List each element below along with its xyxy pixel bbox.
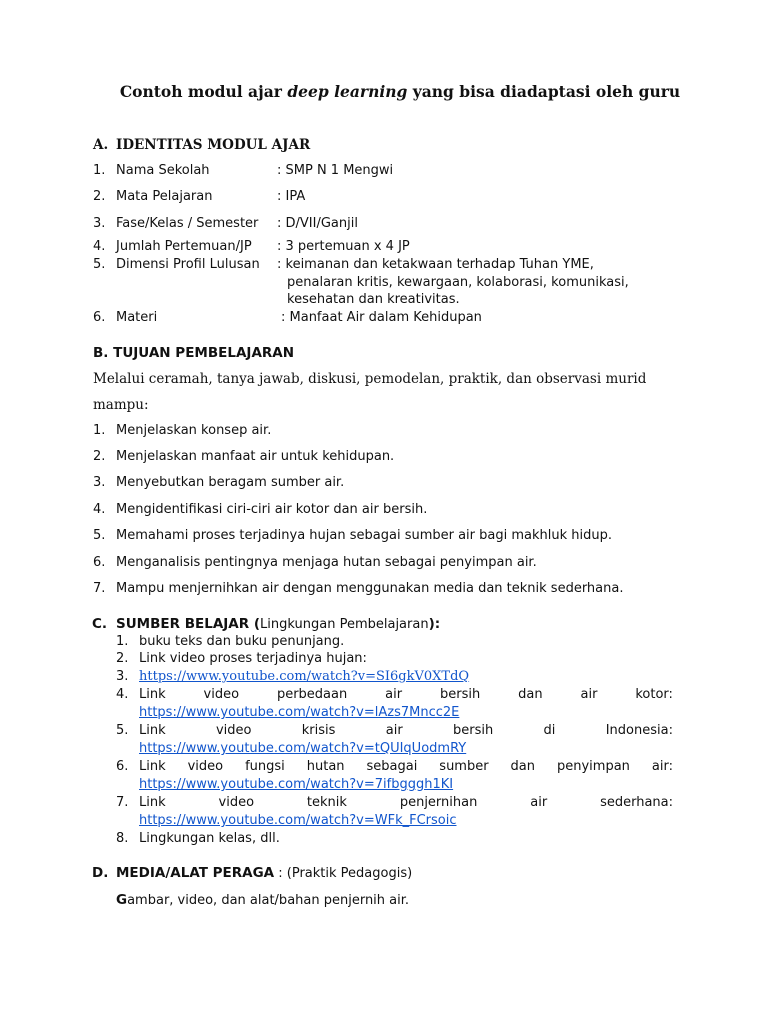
caption-word: dan <box>510 759 536 774</box>
row-value: : keimanan dan ketakwaan terhadap Tuhan YME, <box>277 257 594 272</box>
row-num: 2. <box>93 189 106 204</box>
link-caption <box>139 723 673 738</box>
section-b-heading: B. TUJUAN PEMBELAJARAN <box>93 345 295 361</box>
drop-letter: G <box>116 892 128 908</box>
caption-word: air: <box>651 759 673 774</box>
caption-word: dan <box>518 687 543 702</box>
row-label: Mata Pelajaran <box>116 189 213 204</box>
video-link[interactable]: https://www.youtube.com/watch?v=lAzs7Mncc2E <box>139 705 460 720</box>
list-item: Link video proses terjadinya hujan: <box>139 651 367 666</box>
caption-word: bersih <box>452 723 494 738</box>
row-num: 4. <box>93 239 106 254</box>
section-d-subheading: : (Praktik Pedagogis) <box>274 866 413 881</box>
list-num: 3. <box>116 669 129 684</box>
list-item: Mampu menjernihkan air dengan menggunakan media dan teknik sederhana. <box>116 581 624 596</box>
caption-word: penyimpan <box>556 759 630 774</box>
caption-word: Link <box>139 687 166 702</box>
caption-word: kotor: <box>635 687 673 702</box>
row-label: Materi <box>116 310 158 325</box>
caption-word: bersih <box>439 687 481 702</box>
caption-word: teknik <box>306 795 347 810</box>
list-item: Menjelaskan konsep air. <box>116 423 272 438</box>
intro-text: mampu: <box>93 397 149 413</box>
caption-word: Link <box>139 795 166 810</box>
caption-word: perbedaan <box>276 687 348 702</box>
link-caption <box>139 687 673 702</box>
video-link[interactable]: https://www.youtube.com/watch?v=7ifbgggh1KI <box>139 777 454 792</box>
row-label: Dimensi Profil Lulusan <box>116 257 260 272</box>
row-value: : IPA <box>277 189 306 204</box>
section-c-heading-text: SUMBER BELAJAR ( <box>116 616 261 632</box>
row-num: 6. <box>93 310 106 325</box>
list-num: 7. <box>116 795 129 810</box>
caption-word: sebagai <box>366 759 418 774</box>
caption-word: hutan <box>306 759 345 774</box>
row-value: : D/VII/Ganjil <box>277 216 358 231</box>
caption-word: air <box>385 687 403 702</box>
caption-word: sederhana: <box>600 795 673 810</box>
video-link[interactable]: https://www.youtube.com/watch?v=tQUIqUodmRY <box>139 741 467 756</box>
section-d-letter: D. <box>92 865 109 881</box>
media-text: ambar, video, dan alat/bahan penjernih air. <box>127 893 410 908</box>
document-title <box>0 82 768 101</box>
caption-word: air <box>580 687 598 702</box>
row-num: 1. <box>93 163 106 178</box>
list-item: Menganalisis pentingnya menjaga hutan sebagai penyimpan air. <box>116 555 537 570</box>
link-caption <box>139 795 673 810</box>
title-text: Contoh modul ajar <box>119 82 288 101</box>
caption-word: penjernihan <box>399 795 478 810</box>
caption-word: video <box>203 687 240 702</box>
row-label: Jumlah Pertemuan/JP <box>116 239 252 254</box>
caption-word: video <box>218 795 255 810</box>
link-caption <box>139 759 673 774</box>
section-c-heading <box>116 616 440 632</box>
video-link[interactable]: https://www.youtube.com/watch?v=WFk_FCrsoic <box>139 813 457 828</box>
list-num: 5. <box>93 528 106 543</box>
section-a-heading: IDENTITAS MODUL AJAR <box>116 137 311 153</box>
caption-word: Link <box>139 759 166 774</box>
list-item: Menjelaskan manfaat air untuk kehidupan. <box>116 449 395 464</box>
video-link[interactable]: https://www.youtube.com/watch?v=SI6gkV0XTdQ <box>139 669 470 684</box>
list-item: Memahami proses terjadinya hujan sebagai sumber air bagi makhluk hidup. <box>116 528 612 543</box>
list-num: 3. <box>93 475 106 490</box>
row-value: : SMP N 1 Mengwi <box>277 163 394 178</box>
list-num: 6. <box>116 759 129 774</box>
row-value: : 3 pertemuan x 4 JP <box>277 239 410 254</box>
caption-word: air <box>385 723 403 738</box>
caption-word: di <box>543 723 556 738</box>
row-label: Fase/Kelas / Semester <box>116 216 259 231</box>
row-value: : Manfaat Air dalam Kehidupan <box>281 310 482 325</box>
row-num: 5. <box>93 257 106 272</box>
list-num: 2. <box>93 449 106 464</box>
title-text-end: yang bisa diadaptasi oleh guru <box>407 82 681 101</box>
intro-text: Melalui ceramah, tanya jawab, diskusi, pemodelan, praktik, dan observasi murid <box>93 371 647 387</box>
title-italic: deep learning <box>287 82 408 101</box>
row-value-cont: penalaran kritis, kewargaan, kolaborasi, komunikasi, <box>287 275 629 290</box>
list-item: Menyebutkan beragam sumber air. <box>116 475 345 490</box>
list-num: 5. <box>116 723 129 738</box>
media-description <box>116 892 409 908</box>
caption-word: Indonesia: <box>605 723 673 738</box>
section-d-heading <box>116 865 412 881</box>
section-a-letter: A. <box>93 137 109 153</box>
list-num: 1. <box>93 423 106 438</box>
section-c-close: ): <box>428 616 441 632</box>
section-c-letter: C. <box>92 616 108 632</box>
list-num: 4. <box>93 502 106 517</box>
list-num: 1. <box>116 634 129 649</box>
caption-word: air <box>530 795 548 810</box>
caption-word: krisis <box>301 723 336 738</box>
list-item: buku teks dan buku penunjang. <box>139 634 345 649</box>
caption-word: video <box>187 759 224 774</box>
row-value-cont: kesehatan dan kreativitas. <box>287 292 460 307</box>
caption-word: sumber <box>439 759 489 774</box>
list-num: 2. <box>116 651 129 666</box>
section-c-subheading: Lingkungan Pembelajaran <box>260 617 429 632</box>
row-label: Nama Sekolah <box>116 163 210 178</box>
list-item: Lingkungan kelas, dll. <box>139 831 280 846</box>
list-item: Mengidentifikasi ciri-ciri air kotor dan air bersih. <box>116 502 428 517</box>
list-num: 7. <box>93 581 106 596</box>
row-num: 3. <box>93 216 106 231</box>
section-d-heading-text: MEDIA/ALAT PERAGA <box>116 865 275 881</box>
caption-word: Link <box>139 723 166 738</box>
list-num: 8. <box>116 831 129 846</box>
caption-word: fungsi <box>245 759 285 774</box>
caption-word: video <box>215 723 252 738</box>
list-num: 4. <box>116 687 129 702</box>
list-num: 6. <box>93 555 106 570</box>
